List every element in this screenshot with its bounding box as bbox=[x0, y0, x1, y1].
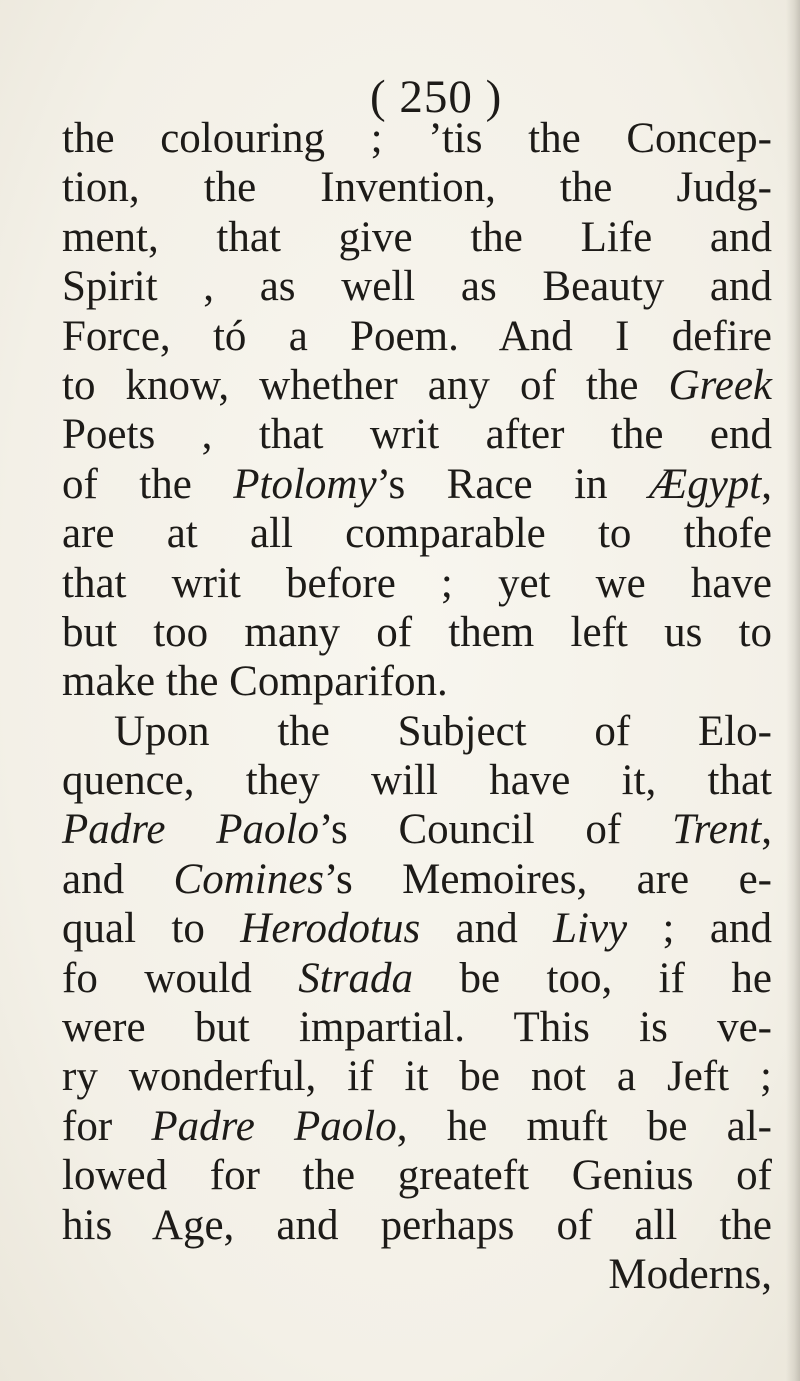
text-run: the colouring ; ’tis the Concep- bbox=[62, 115, 772, 162]
text-run: , he muft be al- bbox=[396, 1102, 773, 1150]
text-line bbox=[62, 213, 772, 262]
text-line bbox=[62, 608, 772, 657]
text-run: ry wonderful, if it be not a Jeft ; bbox=[62, 1053, 772, 1101]
italic-run: Ptolomy bbox=[233, 460, 377, 508]
text-line bbox=[62, 805, 772, 854]
italic-run: Ægypt bbox=[648, 460, 762, 508]
text-run: ; and bbox=[627, 905, 772, 953]
text-run: Spirit , as well as Beauty and bbox=[62, 263, 772, 311]
text-line bbox=[62, 756, 772, 805]
text-line bbox=[62, 163, 772, 212]
text-line bbox=[62, 855, 772, 904]
text-run: and bbox=[62, 855, 174, 903]
text-run: that writ before ; yet we have bbox=[62, 559, 772, 607]
paragraph-start-line bbox=[62, 707, 772, 756]
text-run: but too many of them left us to bbox=[62, 608, 772, 656]
italic-run: Greek bbox=[668, 361, 772, 409]
text-run: are at all comparable to thofe bbox=[62, 510, 772, 558]
text-run: qual to bbox=[62, 905, 241, 953]
text-run: be too, if he bbox=[412, 954, 772, 1002]
text-run: Moderns, bbox=[608, 1250, 772, 1298]
text-run: his Age, and perhaps of all the bbox=[62, 1201, 772, 1249]
text-line bbox=[62, 1003, 772, 1052]
text-run: , bbox=[761, 806, 772, 854]
italic-run: Comines bbox=[173, 855, 325, 903]
italic-run: Padre Paolo bbox=[151, 1102, 397, 1150]
text-line bbox=[62, 114, 772, 163]
text-run: ’s Council of bbox=[319, 806, 673, 854]
text-run: Upon the Subject of Elo- bbox=[114, 707, 772, 755]
text-run: and bbox=[420, 905, 554, 953]
text-line bbox=[62, 460, 772, 509]
text-line bbox=[62, 1151, 772, 1200]
text-run: tion, the Invention, the Judg- bbox=[62, 164, 772, 212]
text-line bbox=[62, 904, 772, 953]
text-line bbox=[62, 954, 772, 1003]
text-line bbox=[62, 657, 772, 706]
text-line bbox=[62, 312, 772, 361]
text-run: ’s Memoires, are e- bbox=[324, 855, 772, 903]
text-run: , bbox=[761, 460, 772, 508]
italic-run: Livy bbox=[553, 905, 628, 953]
text-run: lowed for the greateft Genius of bbox=[62, 1152, 772, 1200]
text-run: to know, whether any of the bbox=[62, 361, 669, 409]
text-line bbox=[62, 262, 772, 311]
italic-run: Strada bbox=[298, 954, 413, 1002]
italic-run: Herodotus bbox=[240, 905, 421, 953]
page-edge-shadow bbox=[786, 0, 800, 1381]
text-line bbox=[62, 509, 772, 558]
text-run: for bbox=[62, 1102, 152, 1150]
text-line bbox=[62, 1052, 772, 1101]
body-text bbox=[62, 114, 772, 1299]
text-run: quence, they will have it, that bbox=[62, 757, 772, 805]
page-number: ( 250 ) bbox=[370, 71, 503, 123]
text-run: fo would bbox=[62, 954, 299, 1002]
text-line bbox=[62, 1201, 772, 1250]
text-run: Poets , that writ after the end bbox=[62, 411, 772, 459]
text-run: ment, that give the Life and bbox=[62, 213, 772, 261]
text-line bbox=[62, 1102, 772, 1151]
text-line bbox=[62, 559, 772, 608]
catchword-line bbox=[62, 1250, 772, 1299]
text-run: of the bbox=[62, 460, 234, 508]
text-run: were but impartial. This is ve- bbox=[62, 1004, 772, 1052]
italic-run: Trent bbox=[672, 806, 762, 854]
text-line bbox=[62, 361, 772, 410]
text-run: Force, tó a Poem. And I defire bbox=[62, 312, 772, 360]
text-line bbox=[62, 410, 772, 459]
italic-run: Padre Paolo bbox=[62, 806, 319, 854]
text-run: ’s Race in bbox=[376, 460, 649, 508]
text-run: make the Comparifon. bbox=[62, 658, 448, 706]
